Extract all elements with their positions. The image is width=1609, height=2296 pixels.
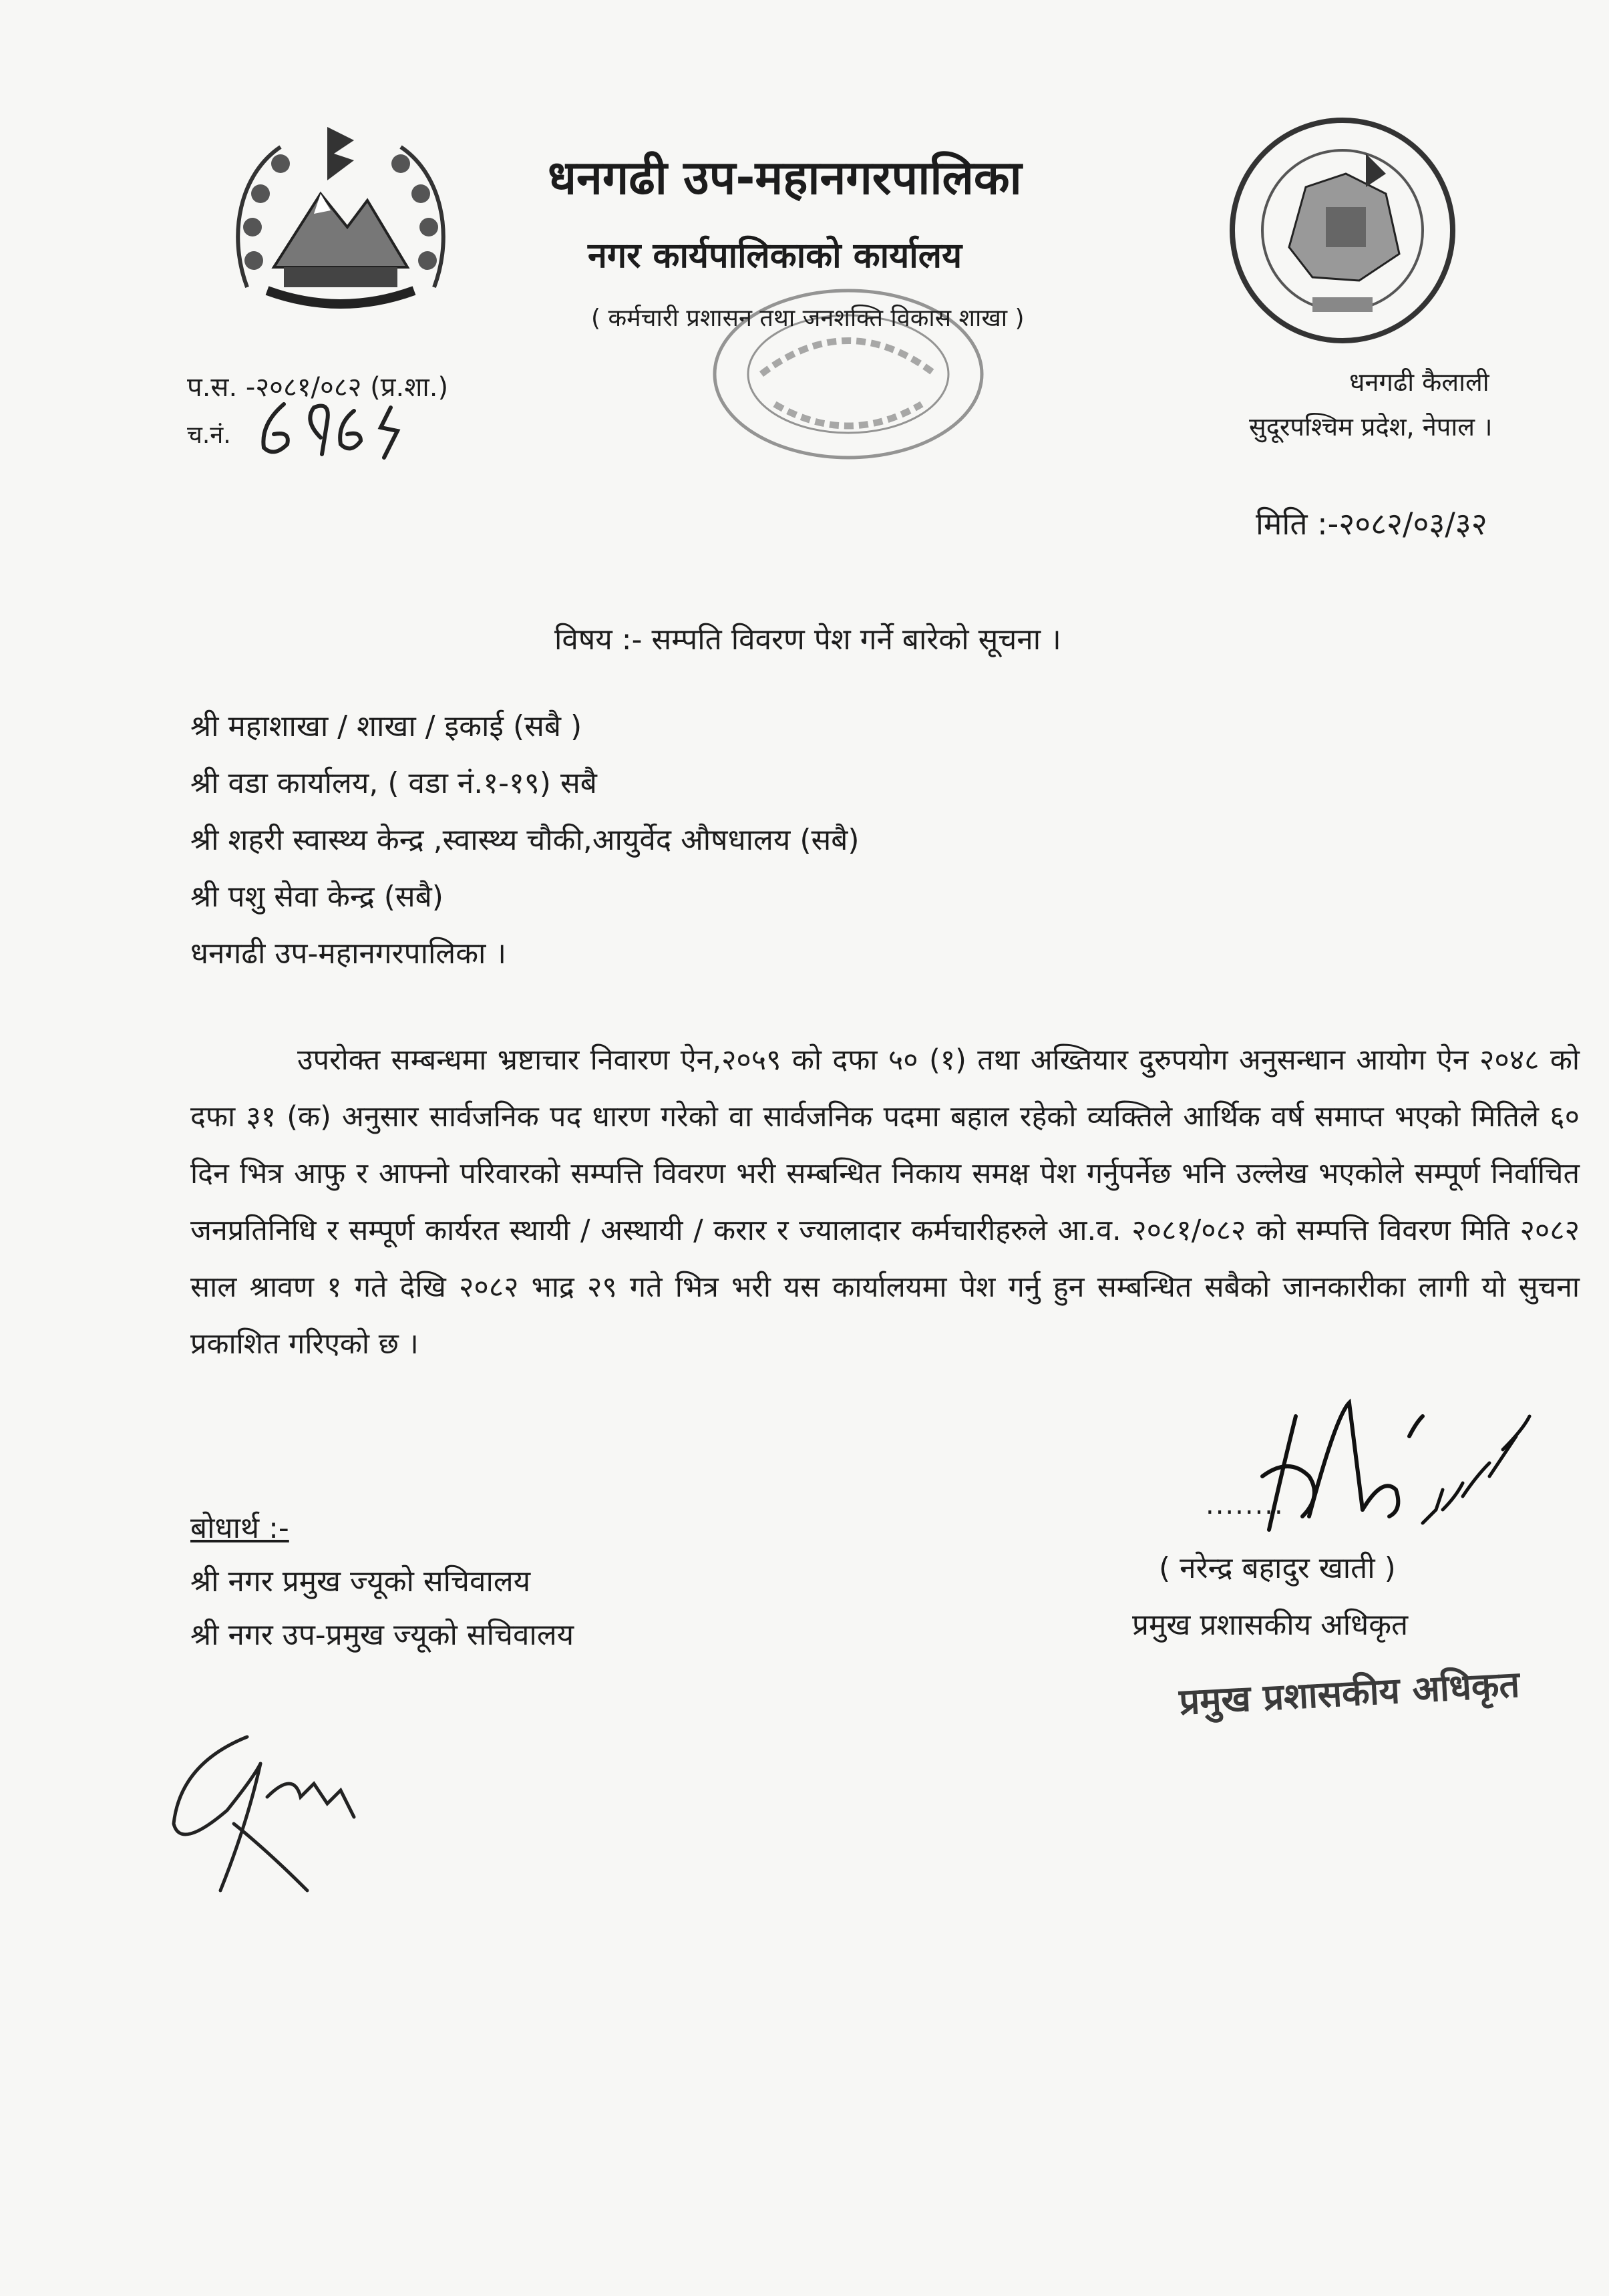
handwritten-signature [1222,1376,1536,1550]
chalani-label: च.नं. [187,422,231,449]
letter-subject: विषय :- सम्पति विवरण पेश गर्ने बारेको सूचना । [554,623,1061,657]
recipient-line: श्री शहरी स्वास्थ्य केन्द्र ,स्वास्थ्य चौकी,आयुर्वेद औषधालय (सबै) [190,823,860,857]
municipality-logo-icon [1226,114,1459,347]
signature-dots: ........ [1206,1490,1284,1520]
letter-body: उपरोक्त सम्बन्धमा भ्रष्टाचार निवारण ऐन,२०५९ को दफा ५० (१) तथा अख्तियार दुरुपयोग अनुसन्धान आयोग ऐन २०४८ को दफा ३१ (क) अनुसार सार्वजनिक पद धारण गरेको वा सार्वजनिक पदमा बहाल रहेको व्यक्तिले आर्थिक वर्ष समाप्त भएको मितिले ६० दिन भित्र आफु र आफ्नो परिवारको सम्पत्ति विवरण भरी सम्बन्धित निकाय समक्ष पेश गर्नुपर्नेछ भनि उल्लेख भएकोले सम्पूर्ण निर्वाचित जनप्रतिनिधि र सम्पूर्ण कार्यरत स्थायी / अस्थायी / करार र ज्यालादार कर्मचारीहरुले आ.व. २०८१/०८२ को सम्पत्ति विवरण मिति २०८२ साल श्रावण १ गते देखि २०८२ भाद्र २९ गते भित्र भरी यस कार्यालयमा पेश गर्नु हुन सम्बन्धित सबैको जानकारीका लागी यो सुचना प्रकाशित गरिएको छ । [190,1043,1580,1361]
signatory-name: ( नरेन्द्र बहादुर खाती ) [1159,1551,1396,1585]
cc-item: श्री नगर उप-प्रमुख ज्यूको सचिवालय [190,1618,574,1652]
address-line-1: धनगढी कैलाली [1349,367,1489,397]
letter-date: मिति :-२०८२/०३/३२ [1256,506,1487,542]
cc-item: श्री नगर प्रमुख ज्यूको सचिवालय [190,1565,531,1599]
office-title: धनगढी उप-महानगरपालिका [548,150,1022,205]
address-line-2: सुदूरपश्चिम प्रदेश, नेपाल । [1249,412,1493,442]
recipient-line: धनगढी उप-महानगरपालिका । [190,937,507,971]
recipient-line: श्री महाशाखा / शाखा / इकाई (सबै ) [190,709,582,744]
reference-number: प.स. -२०८१/०८२ (प्र.शा.) [187,372,449,403]
initial-signature [154,1724,387,1904]
office-subtitle: नगर कार्यपालिकाको कार्यालय [588,236,962,276]
recipient-line: श्री पशु सेवा केन्द्र (सबै) [190,880,443,914]
designation-stamp: प्रमुख प्रशासकीय अधिकृत [1178,1663,1521,1724]
handwritten-chalani-number [247,391,401,464]
nepal-emblem-icon [220,114,461,327]
cc-heading: बोधार्थ :- [190,1511,289,1545]
recipient-line: श्री वडा कार्यालय, ( वडा नं.१-१९) सबै [190,766,597,800]
signatory-title: प्रमुख प्रशासकीय अधिकृत [1132,1608,1409,1642]
branch-name: ( कर्मचारी प्रशासन तथा जनशक्ति विकास शाखा ) [591,305,1025,332]
